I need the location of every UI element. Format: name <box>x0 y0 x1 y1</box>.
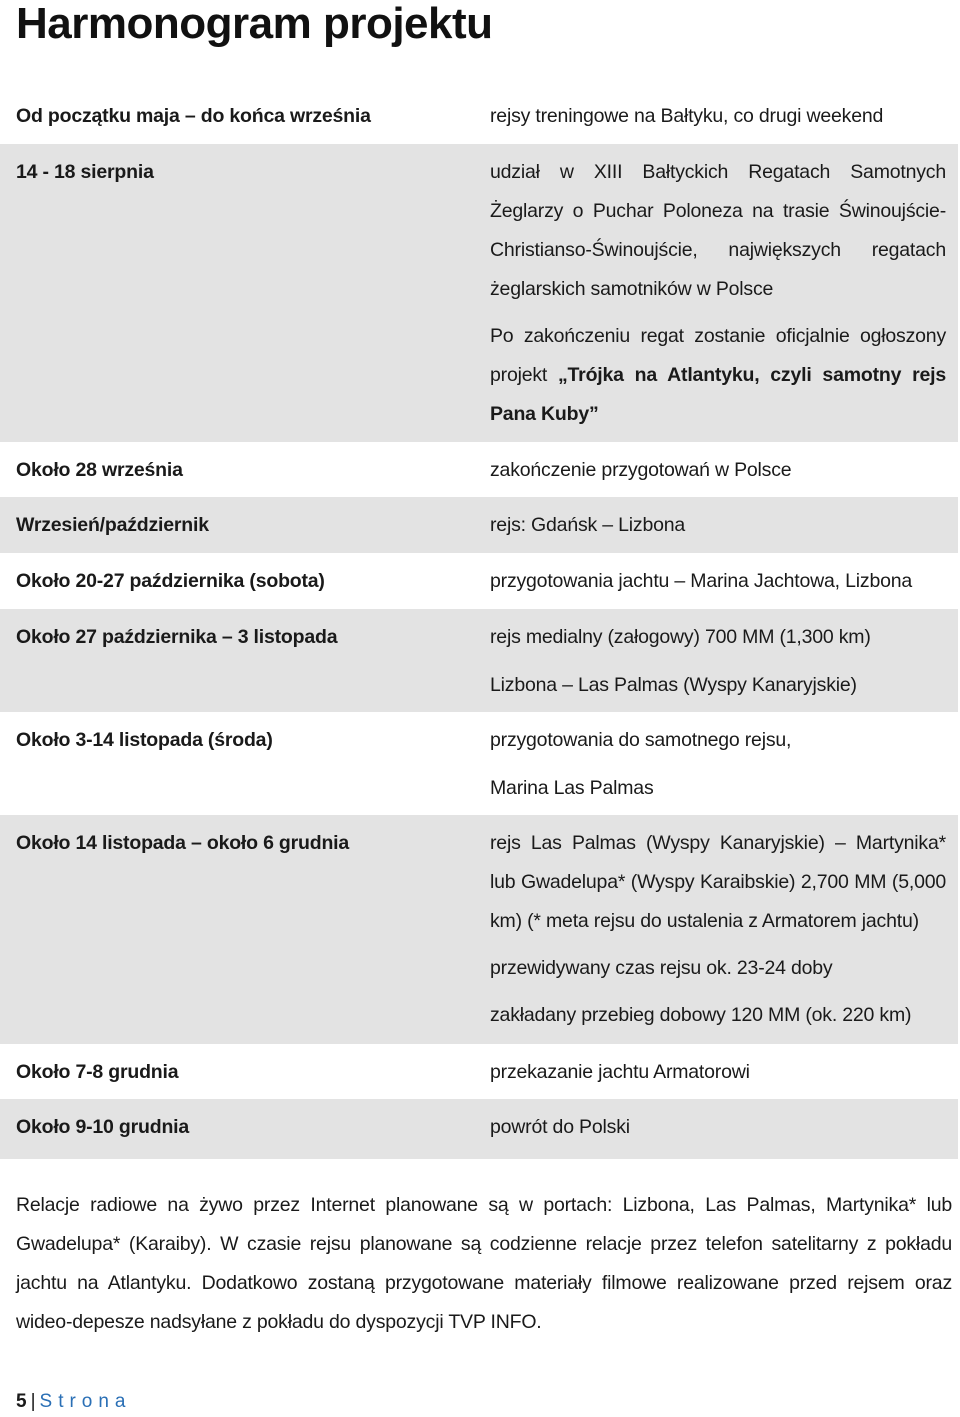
description-line: zakładany przebieg dobowy 120 MM (ok. 220 km) <box>490 1004 912 1026</box>
schedule-date: Około 27 października – 3 listopada <box>16 626 338 648</box>
description-line: przewidywany czas rejsu ok. 23-24 doby <box>490 957 833 979</box>
schedule-date: Około 20-27 października (sobota) <box>16 570 325 592</box>
schedule-date: 14 - 18 sierpnia <box>16 161 154 183</box>
description-text: Po zakończeniu regat zostanie oficjalnie ogłoszony projekt <box>490 325 946 386</box>
schedule-row <box>0 497 958 553</box>
description-line: powrót do Polski <box>490 1116 630 1138</box>
schedule-description <box>490 726 946 802</box>
schedule-description <box>490 1113 946 1141</box>
description-line: przygotowania jachtu – Marina Jachtowa, Lizbona <box>490 570 913 592</box>
schedule-description <box>490 824 946 1035</box>
schedule-row <box>0 442 958 497</box>
schedule-description <box>490 153 946 434</box>
schedule-description <box>490 623 946 699</box>
broadcast-paragraph: Relacje radiowe na żywo przez Internet planowane są w portach: Lizbona, Las Palmas, Martynika* lub Gwadelupa* (Karaiby). W czasie rejsu planowane są codzienne relacje przez telefon satelitarny z pokładu jachtu na Atlantyku. Dodatkowo zostaną przygotowane materiały filmowe realizowane przed rejsem oraz wideo-depesze nadsyłane z pokładu do dyspozycji TVP INFO. <box>16 1194 952 1333</box>
page-number-label: Strona <box>39 1391 132 1412</box>
schedule-description <box>490 567 946 595</box>
project-name: „Trójka na Atlantyku, czyli samotny rejs Pana Kuby” <box>490 364 946 425</box>
description-line: zakończenie przygotowań w Polsce <box>490 459 792 481</box>
schedule-description <box>490 456 946 484</box>
page-number <box>16 1388 132 1416</box>
schedule-description <box>490 102 946 130</box>
schedule-row <box>0 88 958 144</box>
schedule-row <box>0 1044 958 1099</box>
description-line <box>490 317 946 434</box>
schedule-row <box>0 609 958 712</box>
page-title: Harmonogram projektu <box>16 0 493 48</box>
schedule-row <box>0 815 958 1044</box>
description-line: przekazanie jachtu Armatorowi <box>490 1061 750 1083</box>
description-line: Marina Las Palmas <box>490 777 654 799</box>
description-line: rejs: Gdańsk – Lizbona <box>490 514 686 536</box>
description-line: rejs Las Palmas (Wyspy Kanaryjskie) – Martynika* lub Gwadelupa* (Wyspy Karaibskie) 2,700 MM (5,000 km) (* meta rejsu do ustalenia z Armatorem jachtu) <box>490 832 946 932</box>
schedule-row <box>0 144 958 442</box>
schedule-row <box>0 553 958 609</box>
schedule-date: Około 14 listopada – około 6 grudnia <box>16 832 350 854</box>
schedule-date: Około 7-8 grudnia <box>16 1061 179 1083</box>
schedule-row <box>0 1099 958 1159</box>
schedule-date: Od początku maja – do końca września <box>16 105 371 127</box>
schedule-table <box>0 88 958 1159</box>
schedule-description <box>490 1058 946 1086</box>
schedule-description <box>490 511 946 539</box>
schedule-row <box>0 712 958 815</box>
schedule-date: Około 28 września <box>16 459 183 481</box>
description-line: rejs medialny (załogowy) 700 MM (1,300 km) <box>490 626 871 648</box>
schedule-date: Około 3-14 listopada (środa) <box>16 729 273 751</box>
schedule-date: Wrzesień/październik <box>16 514 209 536</box>
description-line: rejsy treningowe na Bałtyku, co drugi weekend <box>490 105 884 127</box>
schedule-date: Około 9-10 grudnia <box>16 1116 190 1138</box>
description-line: Lizbona – Las Palmas (Wyspy Kanaryjskie) <box>490 674 857 696</box>
description-line: udział w XIII Bałtyckich Regatach Samotnych Żeglarzy o Puchar Poloneza na trasie Świnoujście-Christianso-Świnoujście, największych regatach żeglarskich samotników w Polsce <box>490 161 946 300</box>
description-line: przygotowania do samotnego rejsu, <box>490 729 792 751</box>
page-number-separator: | <box>30 1391 36 1412</box>
page-number-value: 5 <box>16 1391 27 1412</box>
